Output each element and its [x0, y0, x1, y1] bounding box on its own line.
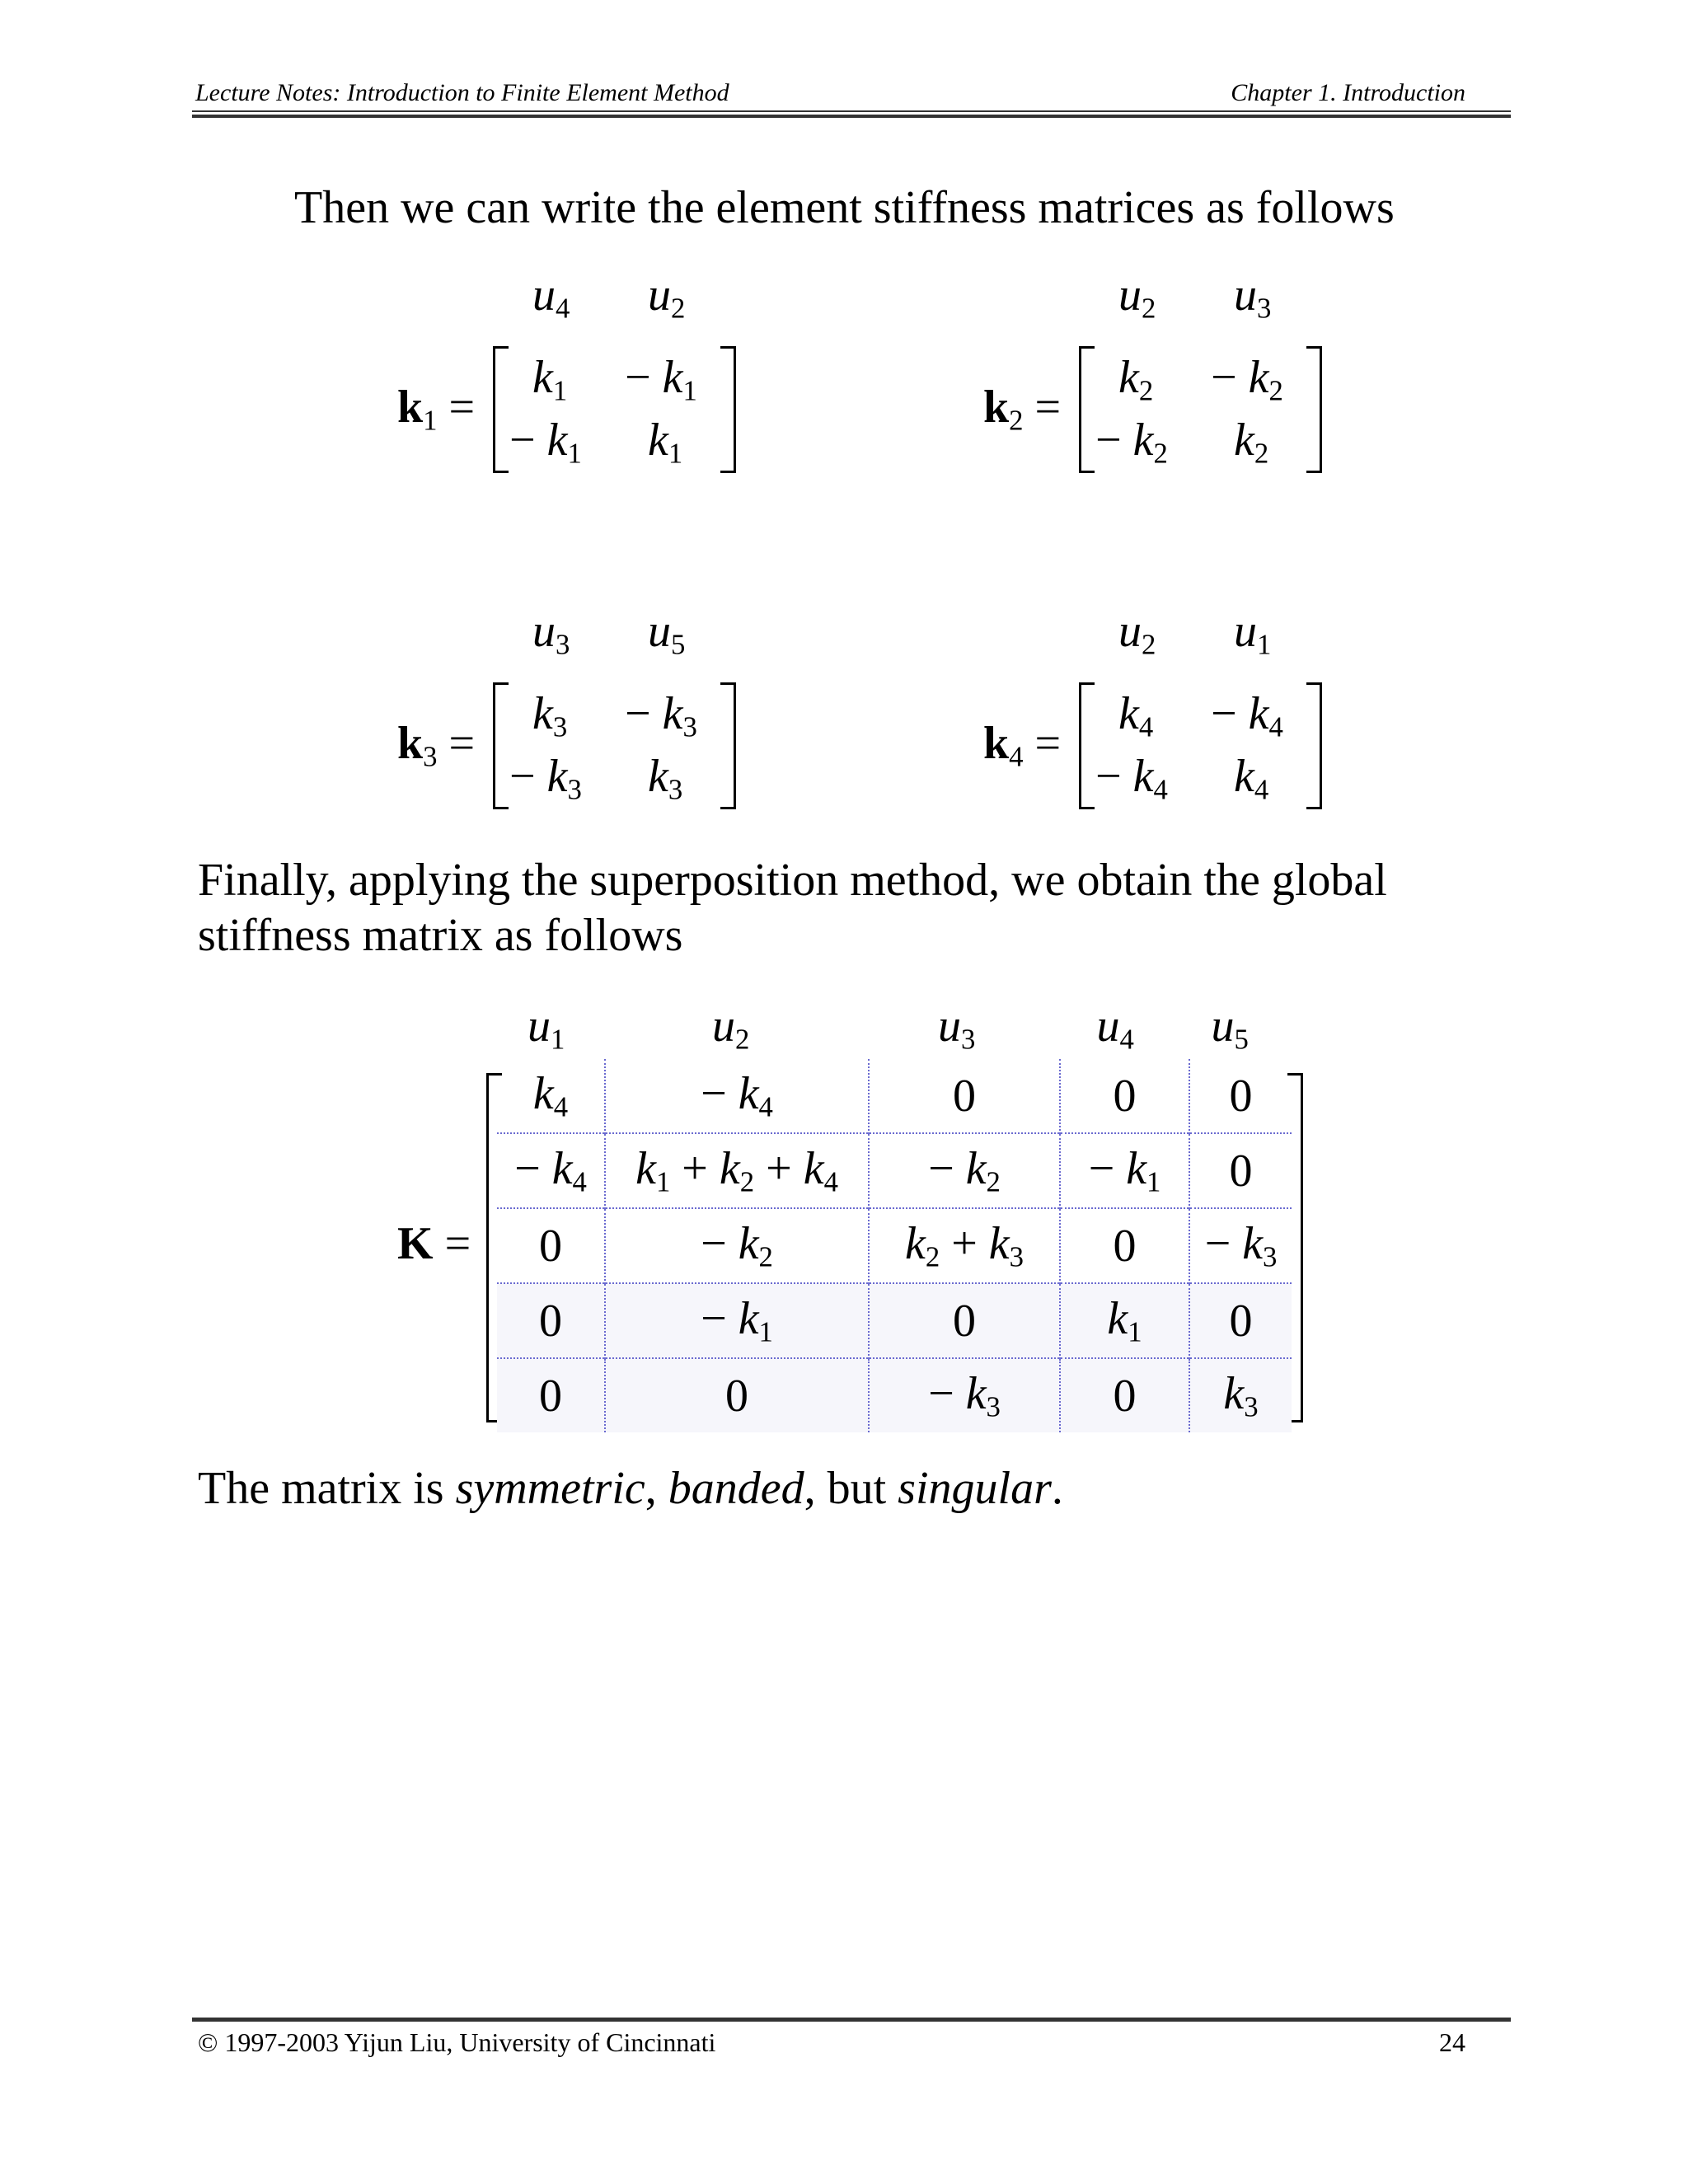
- expr: [701, 1218, 773, 1273]
- matrix-cell: [1095, 417, 1168, 468]
- column-header: [648, 269, 686, 325]
- math-term: [1211, 688, 1283, 743]
- var: u: [648, 606, 671, 657]
- var: k: [988, 1218, 1010, 1270]
- math-term: [1234, 606, 1272, 661]
- matrix-cell: [1234, 417, 1268, 468]
- expr: [953, 1296, 976, 1347]
- intro-text: Then we can write the element stiffness matrices as follows: [294, 182, 1395, 233]
- math-term: [532, 352, 568, 407]
- right-bracket: [1306, 346, 1322, 473]
- subscript: 1: [1128, 1315, 1142, 1348]
- matrix-cell: [648, 417, 682, 468]
- zero: 0: [1113, 1070, 1137, 1122]
- left-bracket: [493, 682, 509, 809]
- matrix-cell: [605, 1283, 869, 1358]
- var: u: [532, 606, 556, 657]
- subscript: 3: [682, 710, 697, 743]
- equals: =: [1023, 718, 1062, 769]
- expr: [904, 1218, 1025, 1273]
- subscript: 2: [1142, 628, 1156, 661]
- subscript: 2: [739, 1165, 755, 1198]
- matrix-cell: [869, 1208, 1060, 1283]
- header-left: Lecture Notes: Introduction to Finite Element Method: [195, 79, 729, 106]
- expr: [1107, 1293, 1142, 1348]
- math-term: [1211, 1001, 1249, 1056]
- var: k: [532, 352, 553, 403]
- expr: [532, 1068, 569, 1123]
- subscript: 1: [551, 1023, 565, 1056]
- global-column-header-u3: [938, 1003, 975, 1054]
- minus-sign: −: [1211, 688, 1249, 739]
- subscript: 2: [925, 1240, 940, 1273]
- subscript: 4: [1119, 1023, 1134, 1056]
- subscript: 2: [671, 292, 686, 325]
- matrix-cell: [1060, 1059, 1189, 1133]
- var: k: [532, 688, 553, 739]
- minus-sign: −: [701, 1293, 738, 1345]
- expr: [953, 1071, 976, 1122]
- var: u: [1211, 1001, 1235, 1052]
- zero: 0: [953, 1070, 976, 1122]
- expr: [1088, 1143, 1161, 1198]
- matrix-cell: [497, 1059, 605, 1133]
- math-term: [712, 1001, 750, 1056]
- matrix-cell: [1189, 1283, 1292, 1358]
- math-term: [1107, 1293, 1142, 1348]
- expr: [1230, 1146, 1253, 1197]
- var: k: [1234, 751, 1254, 802]
- matrix-index: 4: [1009, 740, 1024, 773]
- matrix-cell: [497, 1133, 605, 1208]
- subscript: 2: [986, 1165, 1001, 1198]
- var: k: [662, 688, 683, 739]
- matrix-cell: [605, 1358, 869, 1432]
- paragraph-line-2: stiffness matrix as follows: [198, 910, 683, 961]
- expr: [539, 1296, 562, 1347]
- subscript: 4: [553, 1090, 569, 1123]
- matrix-cell: [497, 1208, 605, 1283]
- expr: [635, 1143, 838, 1198]
- global-matrix-table: [497, 1059, 1292, 1432]
- subscript: 3: [961, 1023, 976, 1056]
- expr: [1114, 1371, 1137, 1422]
- math-term: [648, 606, 686, 661]
- math-term: [1204, 1218, 1278, 1273]
- var: k: [1132, 415, 1154, 466]
- subscript: 1: [758, 1315, 773, 1348]
- matrix-cell: [532, 354, 567, 405]
- matrix-cell: [869, 1059, 1060, 1133]
- header-right: Chapter 1. Introduction: [1231, 79, 1465, 106]
- column-header: [1234, 608, 1271, 659]
- matrix-cell: [1118, 688, 1154, 743]
- matrix-cell: [497, 1358, 605, 1432]
- subscript: 4: [1153, 773, 1168, 806]
- var: k: [965, 1368, 987, 1420]
- equals: =: [437, 382, 476, 433]
- subscript: 5: [1234, 1023, 1249, 1056]
- minus-sign: −: [1204, 1218, 1243, 1270]
- subscript: 4: [556, 292, 570, 325]
- term-singular: singular: [898, 1463, 1052, 1514]
- var: u: [938, 1001, 961, 1052]
- left-bracket: [1079, 346, 1095, 473]
- math-term: [1118, 688, 1154, 743]
- math-term: [532, 1068, 569, 1123]
- var: k: [1248, 688, 1269, 739]
- math-term: [635, 1143, 671, 1198]
- math-term: [928, 1143, 1001, 1198]
- var: u: [1234, 269, 1257, 321]
- matrix-label: [983, 384, 1061, 435]
- column-header: [532, 608, 570, 659]
- math-term: [625, 688, 697, 743]
- math-term: [701, 1293, 773, 1348]
- math-term: [528, 1001, 565, 1056]
- expr: [725, 1371, 748, 1422]
- footer-copyright: © 1997-2003 Yijun Liu, University of Cincinnati: [198, 2027, 716, 2057]
- var: k: [648, 751, 668, 802]
- column-header: [1118, 608, 1156, 659]
- term-banded: banded: [668, 1463, 804, 1514]
- var: k: [648, 415, 668, 466]
- left-bracket: [1079, 682, 1095, 809]
- subscript: 1: [1257, 628, 1272, 661]
- subscript: 3: [556, 628, 570, 661]
- matrix-cell: [1118, 354, 1153, 405]
- math-term: [803, 1143, 838, 1198]
- math-term: [938, 1001, 976, 1056]
- math-term: [1088, 1143, 1161, 1198]
- plus-sign: +: [754, 1143, 804, 1195]
- var: k: [1223, 1368, 1245, 1420]
- plus-sign: +: [940, 1218, 989, 1270]
- matrix-cell: [625, 688, 697, 743]
- minus-sign: −: [701, 1068, 738, 1120]
- header-rule-thick: [192, 115, 1511, 118]
- math-term: [625, 352, 697, 407]
- math-term: [1211, 352, 1283, 407]
- subscript: 3: [668, 773, 683, 806]
- var: k: [551, 1143, 573, 1195]
- var: k: [1118, 688, 1139, 739]
- matrix-cell: [509, 753, 582, 804]
- subscript: 2: [1268, 374, 1283, 407]
- paragraph-line-1: Finally, applying the superposition method, we obtain the global: [198, 855, 1387, 906]
- var: k: [635, 1143, 656, 1195]
- subscript: 3: [567, 773, 582, 806]
- subscript: 4: [1254, 773, 1269, 806]
- math-term: [1118, 269, 1156, 325]
- minus-sign: −: [701, 1218, 738, 1270]
- var: k: [965, 1143, 987, 1195]
- matrix-row: [497, 1059, 1292, 1133]
- expr: [1230, 1071, 1253, 1122]
- subscript: 2: [1138, 374, 1154, 407]
- matrix-row: [497, 1133, 1292, 1208]
- math-term: [532, 269, 570, 325]
- matrix-cell: [605, 1133, 869, 1208]
- subscript: 3: [986, 1390, 1001, 1423]
- minus-sign: −: [509, 751, 547, 802]
- var: k: [738, 1293, 759, 1345]
- var: k: [803, 1143, 824, 1195]
- zero: 0: [1229, 1145, 1253, 1197]
- matrix-index: 3: [423, 740, 438, 773]
- var: k: [738, 1068, 759, 1120]
- math-term: [1118, 352, 1154, 407]
- matrix-cell: [1189, 1358, 1292, 1432]
- matrix-name: k: [983, 718, 1010, 769]
- matrix-cell: [1060, 1283, 1189, 1358]
- var: u: [1118, 269, 1142, 321]
- matrix-cell: [869, 1133, 1060, 1208]
- matrix-label: [397, 720, 475, 771]
- matrix-cell: [1060, 1133, 1189, 1208]
- subscript: 3: [1263, 1240, 1278, 1273]
- equals: =: [1023, 382, 1062, 433]
- math-term: [1095, 751, 1168, 806]
- math-term: [1118, 606, 1156, 661]
- matrix-cell: [509, 417, 582, 468]
- minus-sign: −: [509, 415, 547, 466]
- minus-sign: −: [514, 1143, 552, 1195]
- math-term: [532, 688, 568, 743]
- zero: 0: [539, 1220, 562, 1272]
- minus-sign: −: [928, 1368, 966, 1420]
- expr: [1204, 1218, 1278, 1273]
- minus-sign: −: [625, 352, 663, 403]
- global-matrix-label: K =: [397, 1218, 471, 1269]
- subscript: 1: [1146, 1165, 1161, 1198]
- subscript: 3: [1257, 292, 1272, 325]
- matrix-cell: [1189, 1208, 1292, 1283]
- zero: 0: [1113, 1220, 1137, 1272]
- expr: [1230, 1296, 1253, 1347]
- global-column-header-u1: [528, 1003, 565, 1054]
- var: k: [1248, 352, 1269, 403]
- var: k: [662, 352, 683, 403]
- expr: [539, 1371, 562, 1422]
- var: k: [1242, 1218, 1264, 1270]
- subscript: 2: [1142, 292, 1156, 325]
- header-rule-thin: [192, 110, 1511, 112]
- math-term: [1223, 1368, 1259, 1423]
- matrix-cell: [869, 1358, 1060, 1432]
- column-header: [1234, 269, 1272, 325]
- matrix-cell: [869, 1283, 1060, 1358]
- matrix-cell: [1211, 354, 1283, 405]
- subscript: 1: [655, 1165, 671, 1198]
- right-bracket: [720, 346, 736, 473]
- matrix-label: [397, 384, 475, 435]
- matrix-cell: [648, 753, 682, 804]
- matrix-label: [983, 720, 1061, 771]
- subscript: 4: [1268, 710, 1283, 743]
- math-term: [1234, 269, 1272, 325]
- term-symmetric: symmetric: [455, 1463, 645, 1514]
- subscript: 5: [671, 628, 686, 661]
- expr: [701, 1068, 773, 1123]
- matrix-name: k: [983, 382, 1010, 433]
- right-bracket: [1306, 682, 1322, 809]
- subscript: 1: [552, 374, 568, 407]
- matrix-cell: [1060, 1358, 1189, 1432]
- column-header: [1118, 269, 1156, 325]
- var: k: [1234, 415, 1254, 466]
- var: u: [1096, 1001, 1120, 1052]
- var: u: [648, 269, 671, 321]
- matrix-cell: [497, 1283, 605, 1358]
- math-term: [1234, 415, 1269, 470]
- minus-sign: −: [1088, 1143, 1127, 1195]
- subscript: 3: [552, 710, 568, 743]
- subscript: 2: [1254, 437, 1269, 470]
- right-bracket: [720, 682, 736, 809]
- left-bracket: [493, 346, 509, 473]
- matrix-cell: [1189, 1133, 1292, 1208]
- matrix-cell: [1189, 1059, 1292, 1133]
- minus-sign: −: [1095, 415, 1133, 466]
- minus-sign: −: [1211, 352, 1249, 403]
- math-term: [509, 751, 582, 806]
- subscript: 2: [1153, 437, 1168, 470]
- zero: 0: [539, 1370, 562, 1422]
- matrix-row: [497, 1283, 1292, 1358]
- subscript: 2: [758, 1240, 773, 1273]
- zero: 0: [1113, 1370, 1137, 1422]
- math-term: [928, 1368, 1001, 1423]
- zero: 0: [539, 1295, 562, 1347]
- expr: [539, 1221, 562, 1272]
- matrix-cell: [1095, 753, 1168, 804]
- var: u: [712, 1001, 735, 1052]
- minus-sign: −: [928, 1143, 966, 1195]
- subscript: 1: [682, 374, 697, 407]
- math-term: [701, 1218, 773, 1273]
- expr: [1223, 1368, 1259, 1423]
- matrix-cell: [1211, 688, 1283, 743]
- expr: [701, 1293, 773, 1348]
- matrix-name: k: [397, 718, 424, 769]
- expr: [1114, 1071, 1137, 1122]
- math-term: [648, 415, 683, 470]
- zero: 0: [725, 1370, 748, 1422]
- zero: 0: [953, 1295, 976, 1347]
- matrix-cell: [1234, 753, 1268, 804]
- matrix-name: k: [397, 382, 424, 433]
- matrix-row: [497, 1208, 1292, 1283]
- var: k: [546, 751, 568, 802]
- math-term: [701, 1068, 773, 1123]
- var: u: [1234, 606, 1257, 657]
- expr: [514, 1143, 587, 1198]
- math-term: [509, 415, 582, 470]
- math-term: [988, 1218, 1025, 1273]
- var: k: [546, 415, 568, 466]
- global-column-header-u5: [1212, 1003, 1249, 1054]
- matrix-cell: [605, 1208, 869, 1283]
- math-term: [514, 1143, 587, 1198]
- minus-sign: −: [1095, 751, 1133, 802]
- zero: 0: [1229, 1295, 1253, 1347]
- page-number: 24: [1439, 2027, 1465, 2057]
- var: k: [532, 1068, 554, 1120]
- subscript: 2: [735, 1023, 750, 1056]
- footer-rule: [192, 2018, 1511, 2022]
- equals: =: [437, 718, 476, 769]
- global-column-header-u2: [712, 1003, 749, 1054]
- subscript: 1: [567, 437, 582, 470]
- matrix-cell: [625, 354, 697, 405]
- math-term: [719, 1143, 755, 1198]
- column-header: [648, 608, 685, 659]
- expr: [928, 1368, 1001, 1423]
- subscript: 1: [668, 437, 683, 470]
- subscript: 4: [758, 1090, 773, 1123]
- var: u: [528, 1001, 551, 1052]
- var: u: [1118, 606, 1142, 657]
- zero: 0: [1229, 1070, 1253, 1122]
- math-term: [532, 606, 570, 661]
- subscript: 4: [1138, 710, 1154, 743]
- var: k: [1126, 1143, 1147, 1195]
- math-term: [1234, 751, 1269, 806]
- math-term: [1096, 1001, 1134, 1056]
- expr: [928, 1143, 1001, 1198]
- matrix-cell: [605, 1059, 869, 1133]
- matrix-cell: [532, 688, 568, 743]
- var: k: [1132, 751, 1154, 802]
- var: u: [532, 269, 556, 321]
- math-term: [648, 269, 686, 325]
- var: k: [904, 1218, 926, 1270]
- var: k: [738, 1218, 759, 1270]
- var: k: [1118, 352, 1139, 403]
- matrix-index: 2: [1009, 404, 1024, 437]
- math-term: [1095, 415, 1168, 470]
- matrix-index: 1: [423, 404, 438, 437]
- global-column-header-u4: [1097, 1003, 1134, 1054]
- matrix-cell: [1060, 1208, 1189, 1283]
- var: k: [719, 1143, 740, 1195]
- subscript: 4: [823, 1165, 838, 1198]
- column-header: [532, 269, 570, 325]
- math-term: [648, 751, 683, 806]
- matrix-row: [497, 1358, 1292, 1432]
- plus-sign: +: [670, 1143, 720, 1195]
- math-term: [904, 1218, 940, 1273]
- subscript: 4: [572, 1165, 587, 1198]
- subscript: 3: [1244, 1390, 1259, 1423]
- minus-sign: −: [625, 688, 663, 739]
- conclusion: The matrix is symmetric, banded, but singular.: [198, 1463, 1063, 1514]
- subscript: 3: [1009, 1240, 1025, 1273]
- var: k: [1107, 1293, 1128, 1345]
- expr: [1114, 1221, 1137, 1272]
